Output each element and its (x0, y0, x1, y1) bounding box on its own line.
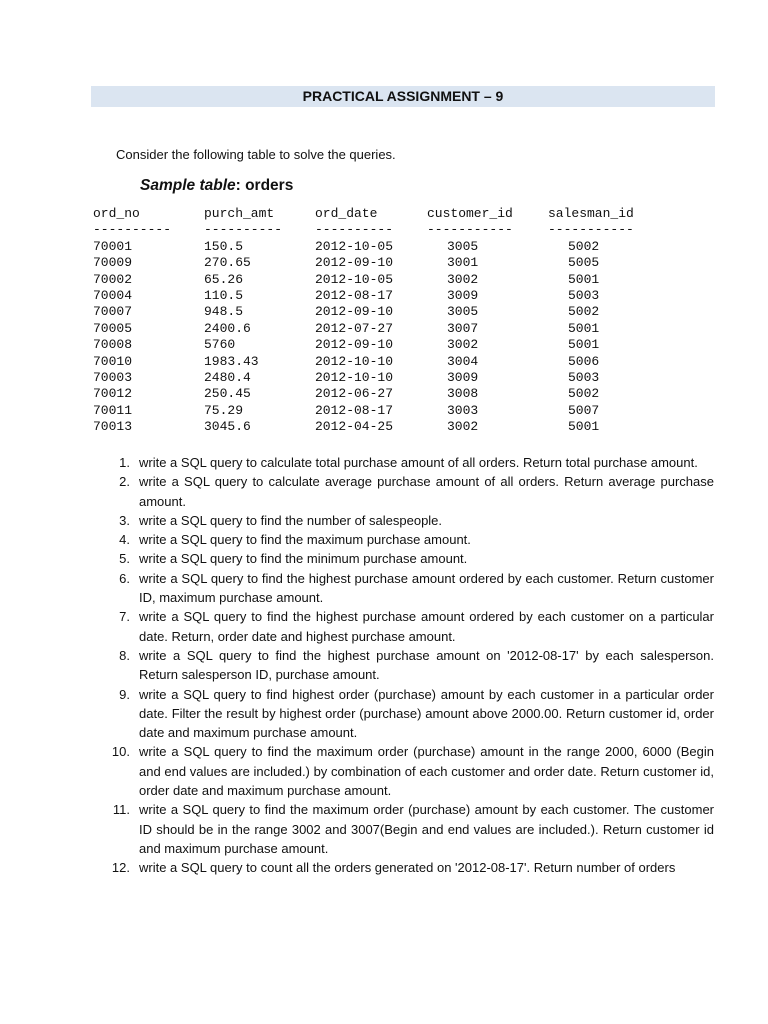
purchase-amount-cell: 110.5 (204, 287, 244, 303)
order-date-cell: 2012-09-10 (315, 304, 394, 320)
question-number: 2. (119, 474, 130, 490)
table-row (93, 369, 600, 386)
question-text: write a SQL query to find the highest purchase amount ordered by each customer. Return customer ID, maximum purchase amount. (139, 570, 714, 606)
question-item (108, 530, 714, 549)
order-date-cell: 2012-04-25 (315, 419, 394, 435)
question-number: 11. (112, 802, 130, 818)
customer-id-cell: 3004 (447, 353, 479, 369)
order-number-cell: 70013 (93, 419, 133, 435)
question-item (108, 511, 714, 530)
salesman-id-cell: 5001 (568, 320, 600, 336)
separator: ----------- (427, 222, 513, 238)
question-number: 12. (111, 860, 130, 876)
purchase-amount-cell: 65.26 (204, 271, 244, 287)
question-item (108, 685, 714, 743)
table-row (93, 386, 600, 402)
customer-id-cell: 3005 (447, 238, 479, 254)
order-date-cell: 2012-10-10 (315, 353, 394, 369)
question-text: write a SQL query to find the maximum order (purchase) amount in the range 2000, 6000 (Begin and end values are included.) by combination of each customer and order date. Return customer id, order date and maximum purchase amount. (139, 744, 714, 799)
order-date-cell: 2012-10-05 (315, 238, 394, 254)
table-row (93, 238, 600, 255)
salesman-id-cell: 5001 (568, 419, 600, 435)
salesman-id-cell: 5001 (568, 271, 600, 287)
customer-id-cell: 3001 (447, 255, 479, 271)
orders-table (93, 206, 634, 435)
question-item (108, 607, 714, 646)
order-date-cell: 2012-08-17 (315, 402, 394, 418)
order-number-cell: 70011 (93, 402, 133, 418)
question-item (108, 569, 714, 608)
question-item (108, 800, 714, 858)
question-item (108, 742, 714, 800)
order-date-cell: 2012-07-27 (315, 320, 394, 336)
salesman-id-cell: 5005 (568, 255, 600, 271)
table-row (93, 304, 600, 320)
customer-id-cell: 3002 (447, 419, 479, 435)
column-header: salesman_id (548, 206, 634, 221)
order-number-cell: 70002 (93, 271, 133, 287)
salesman-id-cell: 5001 (568, 337, 600, 353)
salesman-id-cell: 5003 (568, 287, 600, 303)
sample-table-name: : orders (235, 177, 294, 194)
customer-id-cell: 3002 (447, 337, 479, 353)
purchase-amount-cell: 2480.4 (204, 369, 251, 385)
table-row (93, 320, 600, 337)
purchase-amount-cell: 250.45 (204, 386, 251, 402)
question-number: 9. (119, 686, 130, 702)
table-separator-row (93, 222, 634, 238)
salesman-id-cell: 5006 (568, 353, 600, 369)
salesman-id-cell: 5002 (568, 304, 600, 320)
question-text: write a SQL query to find the maximum purchase amount. (139, 532, 471, 548)
table-row (93, 271, 600, 288)
customer-id-cell: 3003 (447, 402, 479, 418)
question-item (108, 453, 714, 472)
table-header-row (93, 206, 634, 222)
question-text: write a SQL query to calculate average purchase amount of all orders. Return average purchase amount. (139, 474, 714, 509)
question-item (108, 472, 714, 511)
customer-id-cell: 3009 (447, 369, 479, 385)
question-number: 5. (119, 551, 130, 567)
question-text: write a SQL query to find the number of salespeople. (139, 512, 443, 528)
question-list (108, 453, 714, 878)
question-text: write a SQL query to find the minimum purchase amount. (139, 551, 468, 567)
table-row (93, 255, 600, 271)
question-text: write a SQL query to find the highest purchase amount on '2012-08-17' by each salesperson. Return salesperson ID, purchase amount. (139, 647, 714, 683)
order-number-cell: 70005 (93, 320, 133, 336)
order-date-cell: 2012-06-27 (315, 386, 394, 402)
question-item (108, 858, 714, 877)
order-date-cell: 2012-10-05 (315, 271, 394, 287)
question-number: 7. (119, 609, 130, 625)
question-text: write a SQL query to calculate total purchase amount of all orders. Return total purchase amount. (139, 455, 698, 470)
purchase-amount-cell: 150.5 (204, 238, 244, 254)
table-body (93, 238, 600, 436)
intro-text: Consider the following table to solve the queries. (116, 147, 396, 162)
column-header: customer_id (427, 206, 513, 221)
order-number-cell: 70004 (93, 287, 133, 303)
order-date-cell: 2012-09-10 (315, 337, 394, 353)
question-text: write a SQL query to find the highest purchase amount ordered by each customer on a particular date. Return, order date and highest purchase amount. (139, 609, 714, 644)
table-row (93, 287, 600, 304)
purchase-amount-cell: 5760 (204, 337, 236, 353)
order-date-cell: 2012-08-17 (315, 287, 394, 303)
question-number: 8. (119, 647, 130, 663)
order-number-cell: 70008 (93, 337, 133, 353)
column-header: purch_amt (204, 206, 275, 221)
purchase-amount-cell: 1983.43 (204, 353, 259, 369)
question-text: write a SQL query to find highest order (purchase) amount by each customer in a particular order date. Filter the result by highest order (purchase) amount above 2000.00. Return customer id, order date and maximum purchase amount. (139, 686, 714, 741)
purchase-amount-cell: 3045.6 (204, 419, 251, 435)
separator: ---------- (204, 222, 283, 238)
purchase-amount-cell: 75.29 (204, 402, 244, 418)
question-text: write a SQL query to count all the orders generated on '2012-08-17'. Return number of orders (139, 860, 676, 876)
order-number-cell: 70001 (93, 238, 133, 254)
table-row (93, 353, 600, 370)
customer-id-cell: 3008 (447, 386, 479, 402)
question-number: 6. (119, 570, 130, 586)
purchase-amount-cell: 2400.6 (204, 320, 251, 336)
order-number-cell: 70003 (93, 369, 133, 385)
column-header: ord_no (93, 206, 140, 221)
salesman-id-cell: 5003 (568, 369, 600, 385)
salesman-id-cell: 5007 (568, 402, 600, 418)
question-text: write a SQL query to find the maximum order (purchase) amount by each customer. The customer ID should be in the range 3002 and 3007(Begin and end values are included.). Return customer id and maximum purchase amount. (139, 802, 714, 856)
order-number-cell: 70010 (93, 353, 133, 369)
table-row (93, 337, 600, 353)
question-number: 3. (119, 512, 130, 528)
table-row (93, 419, 600, 435)
purchase-amount-cell: 948.5 (204, 304, 244, 320)
question-number: 4. (119, 532, 130, 548)
column-header: ord_date (315, 206, 378, 221)
separator: ---------- (315, 222, 394, 238)
customer-id-cell: 3002 (447, 271, 479, 287)
separator: ---------- (93, 222, 172, 238)
question-item (108, 646, 714, 685)
question-number: 10. (111, 744, 130, 760)
customer-id-cell: 3007 (447, 320, 479, 336)
order-date-cell: 2012-10-10 (315, 369, 394, 385)
separator: ----------- (548, 222, 634, 238)
salesman-id-cell: 5002 (568, 386, 600, 402)
order-date-cell: 2012-09-10 (315, 255, 394, 271)
order-number-cell: 70012 (93, 386, 133, 402)
question-item (108, 549, 714, 568)
customer-id-cell: 3009 (447, 287, 479, 303)
order-number-cell: 70009 (93, 255, 133, 271)
salesman-id-cell: 5002 (568, 238, 600, 254)
sample-table-label: Sample table (140, 177, 236, 194)
purchase-amount-cell: 270.65 (204, 255, 251, 271)
order-number-cell: 70007 (93, 304, 133, 320)
question-number: 1. (119, 455, 130, 470)
customer-id-cell: 3005 (447, 304, 479, 320)
table-row (93, 402, 600, 419)
page-title: PRACTICAL ASSIGNMENT – 9 (91, 86, 715, 107)
sample-table-heading (140, 177, 293, 195)
